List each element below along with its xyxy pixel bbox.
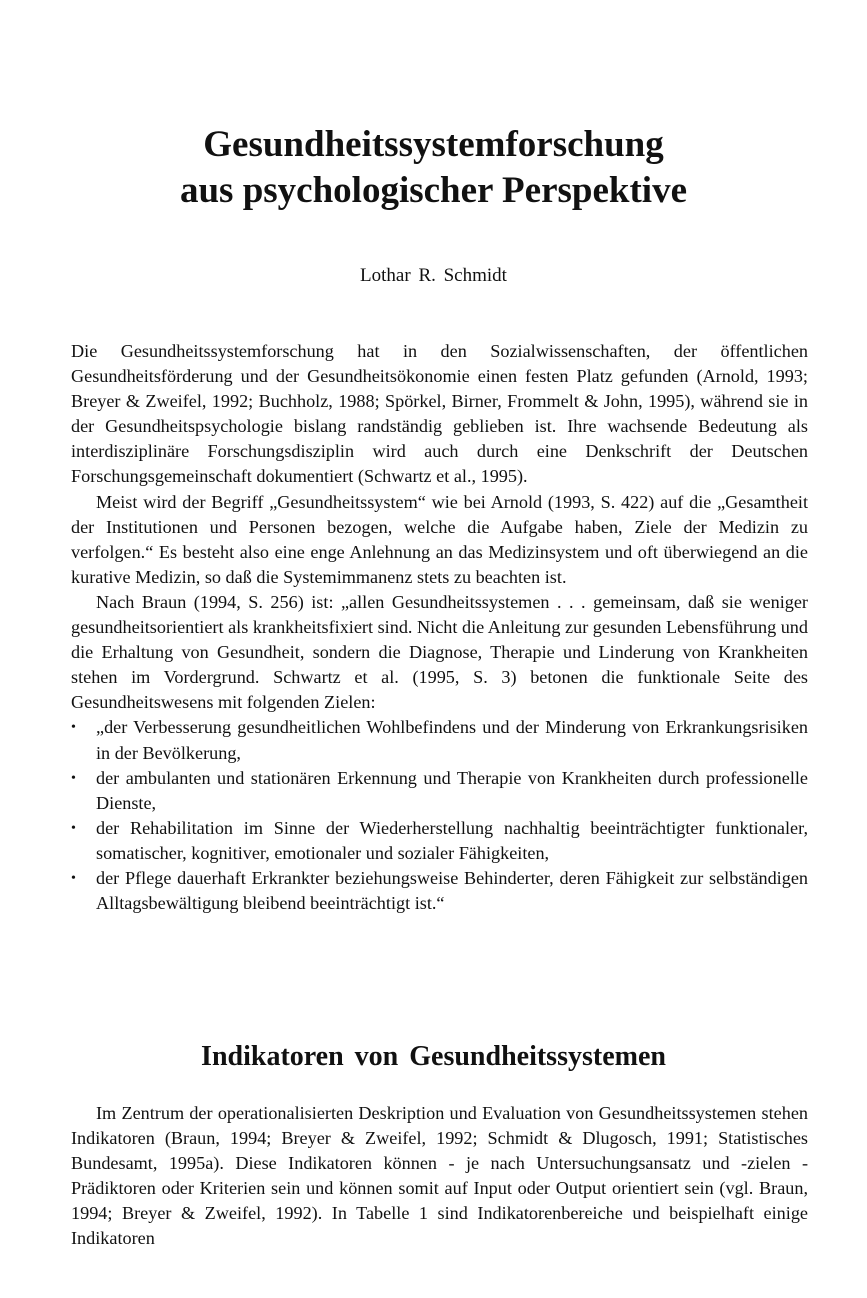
bullet-icon: • [71,720,76,736]
section-1-paragraph: Im Zentrum der operationalisierten Deskription und Evaluation von Gesundheitssystemen stehen Indikatoren (Braun, 1994; Breyer & Zweifel, 1992; Schmidt & Dlugosch, 1991; Statistisches Bundesamt, 1995a). Diese Indikatoren können - je nach Untersuchungsansatz und -zielen - Prädiktoren oder Kriterien sein und können somit auf Input oder Output orientiert sein (vgl. Braun, 1994; Breyer & Zweifel, 1992). In Tabelle 1 sind Indikatorenbereiche und beispielhaft einige Indikatoren [71,1103,808,1249]
paper-title [0,122,867,214]
list-item [71,866,808,916]
title-line-1: Gesundheitssystemforschung [203,124,664,165]
section-1-body [71,1101,808,1252]
list-item [71,766,808,816]
goals-list [71,715,808,916]
list-item-text: der Pflege dauerhaft Erkrankter beziehungsweise Behinderter, deren Fähigkeit zur selbständigen Alltagsbewältigung bleibend beeinträchtigt ist.“ [96,867,808,914]
paragraph-2: Meist wird der Begriff „Gesundheitssystem“ wie bei Arnold (1993, S. 422) auf die „Gesamtheit der Institutionen und Personen bezogen, welche die Aufgabe haben, Ziele der Medizin zu verfolgen.“ Es besteht also eine enge Anlehnung an das Medizinsystem und oft überwiegend an die kurative Medizin, so daß die Systemimmanenz stets zu beachten ist. [71,491,808,587]
author-name: Lothar R. Schmidt [360,265,507,286]
list-item-text: der ambulanten und stationären Erkennung und Therapie von Krankheiten durch professionelle Dienste, [96,767,808,813]
paragraph-3: Nach Braun (1994, S. 256) ist: „allen Gesundheitssystemen . . . gemeinsam, daß sie weniger gesundheitsorientiert als krankheitsfixiert sind. Nicht die Anleitung zur gesunden Lebensführung und die Erhaltung von Gesundheit, sondern die Diagnose, Therapie und Linderung von Krankheiten stehen im Vordergrund. Schwartz et al. (1995, S. 3) betonen die funktionale Seite des Gesundheitswesens mit folgenden Zielen: [71,591,808,713]
list-item-text: „der Verbesserung gesundheitlichen Wohlbefindens und der Minderung von Erkrankungsrisiken in der Bevölkerung, [96,717,808,763]
intro-section [71,339,808,916]
list-item [71,816,808,866]
bullet-icon: • [71,770,76,786]
bullet-icon: • [71,820,76,836]
bullet-icon: • [71,870,76,886]
section-heading: Indikatoren von Gesundheitssystemen [201,1041,666,1072]
title-line-2: aus psychologischer Perspektive [179,170,688,211]
list-item-text: der Rehabilitation im Sinne der Wiederherstellung nachhaltig beeinträchtigter funktionaler, somatischer, kognitiver, emotionaler und sozialer Fähigkeiten, [96,817,808,863]
list-item [71,715,808,765]
paragraph-1: Die Gesundheitssystemforschung hat in den Sozialwissenschaften, der öffentlichen Gesundheitsförderung und der Gesundheitsökonomie einen festen Platz gefunden (Arnold, 1993; Breyer & Zweifel, 1992; Buchholz, 1988; Spörkel, Birner, Frommelt & John, 1995), während sie in der Gesundheitspsychologie bislang randständig geblieben ist. Ihre wachsende Bedeutung als interdisziplinäre Forschungsdisziplin wird auch durch eine Denkschrift der Deutschen Forschungsgemeinschaft dokumentiert (Schwartz et al., 1995). [71,341,808,487]
